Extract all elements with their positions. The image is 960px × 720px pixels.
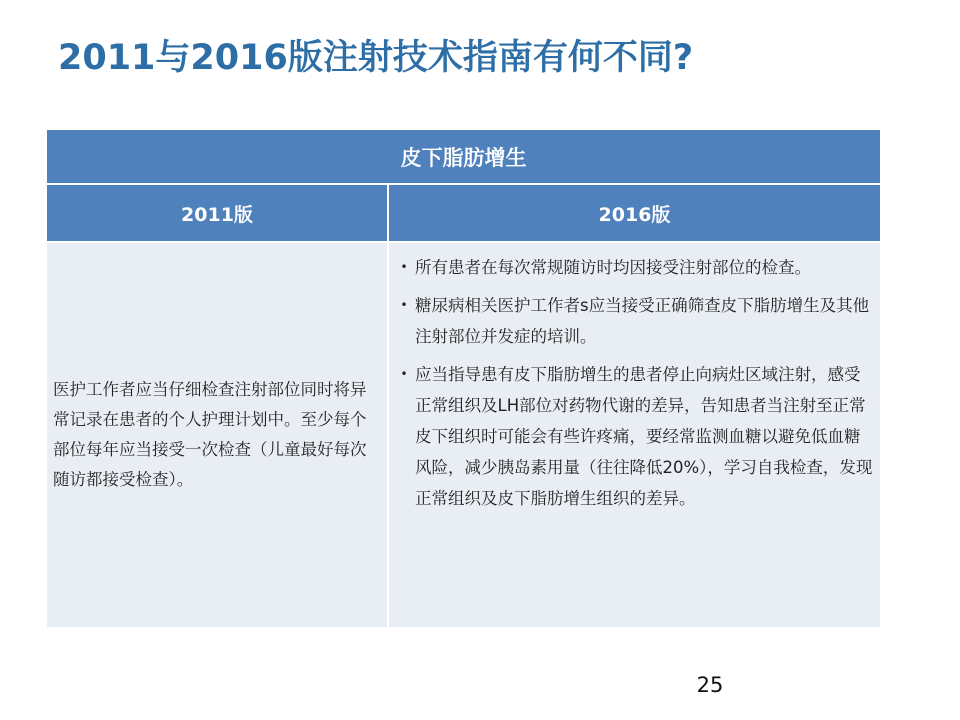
column-header-2016: 2016版 bbox=[389, 185, 880, 241]
table-row bbox=[47, 243, 880, 627]
bullet-text: 糖尿病相关医护工作者s应当接受正确筛查皮下脂肪增生及其他注射部位并发症的培训。 bbox=[415, 296, 870, 346]
cell-2011 bbox=[47, 243, 387, 627]
list-item bbox=[393, 290, 876, 352]
slide-title: 2011与2016版注射技术指南有何不同? bbox=[58, 38, 694, 78]
list-item bbox=[393, 359, 876, 514]
cell-2011-text: 医护工作者应当仔细检查注射部位同时将异常记录在患者的个人护理计划中。至少每个部位每年应当接受一次检查（儿童最好每次随访都接受检查）。 bbox=[53, 380, 367, 489]
bullet-text: 应当指导患有皮下脂肪增生的患者停止向病灶区域注射，感受正常组织及LH部位对药物代谢的差异，告知患者当注射至正常皮下组织时可能会有些许疼痛，要经常监测血糖以避免低血糖风险，减少胰岛素用量（往往降低20%），学习自我检查，发现正常组织及皮下脂肪增生组织的差异。 bbox=[415, 365, 873, 508]
bullet-icon: • bbox=[400, 367, 408, 381]
bullet-icon: • bbox=[400, 298, 408, 312]
list-item bbox=[393, 252, 876, 283]
page-number: 25 bbox=[696, 673, 724, 697]
table-header: 皮下脂肪增生 bbox=[47, 130, 880, 183]
cell-2016 bbox=[389, 243, 880, 627]
bullet-icon: • bbox=[400, 260, 408, 274]
column-header-2011: 2011版 bbox=[47, 185, 387, 241]
comparison-table bbox=[47, 130, 880, 627]
bullet-text: 所有患者在每次常规随访时均因接受注射部位的检查。 bbox=[415, 258, 811, 277]
column-headers bbox=[47, 185, 880, 241]
